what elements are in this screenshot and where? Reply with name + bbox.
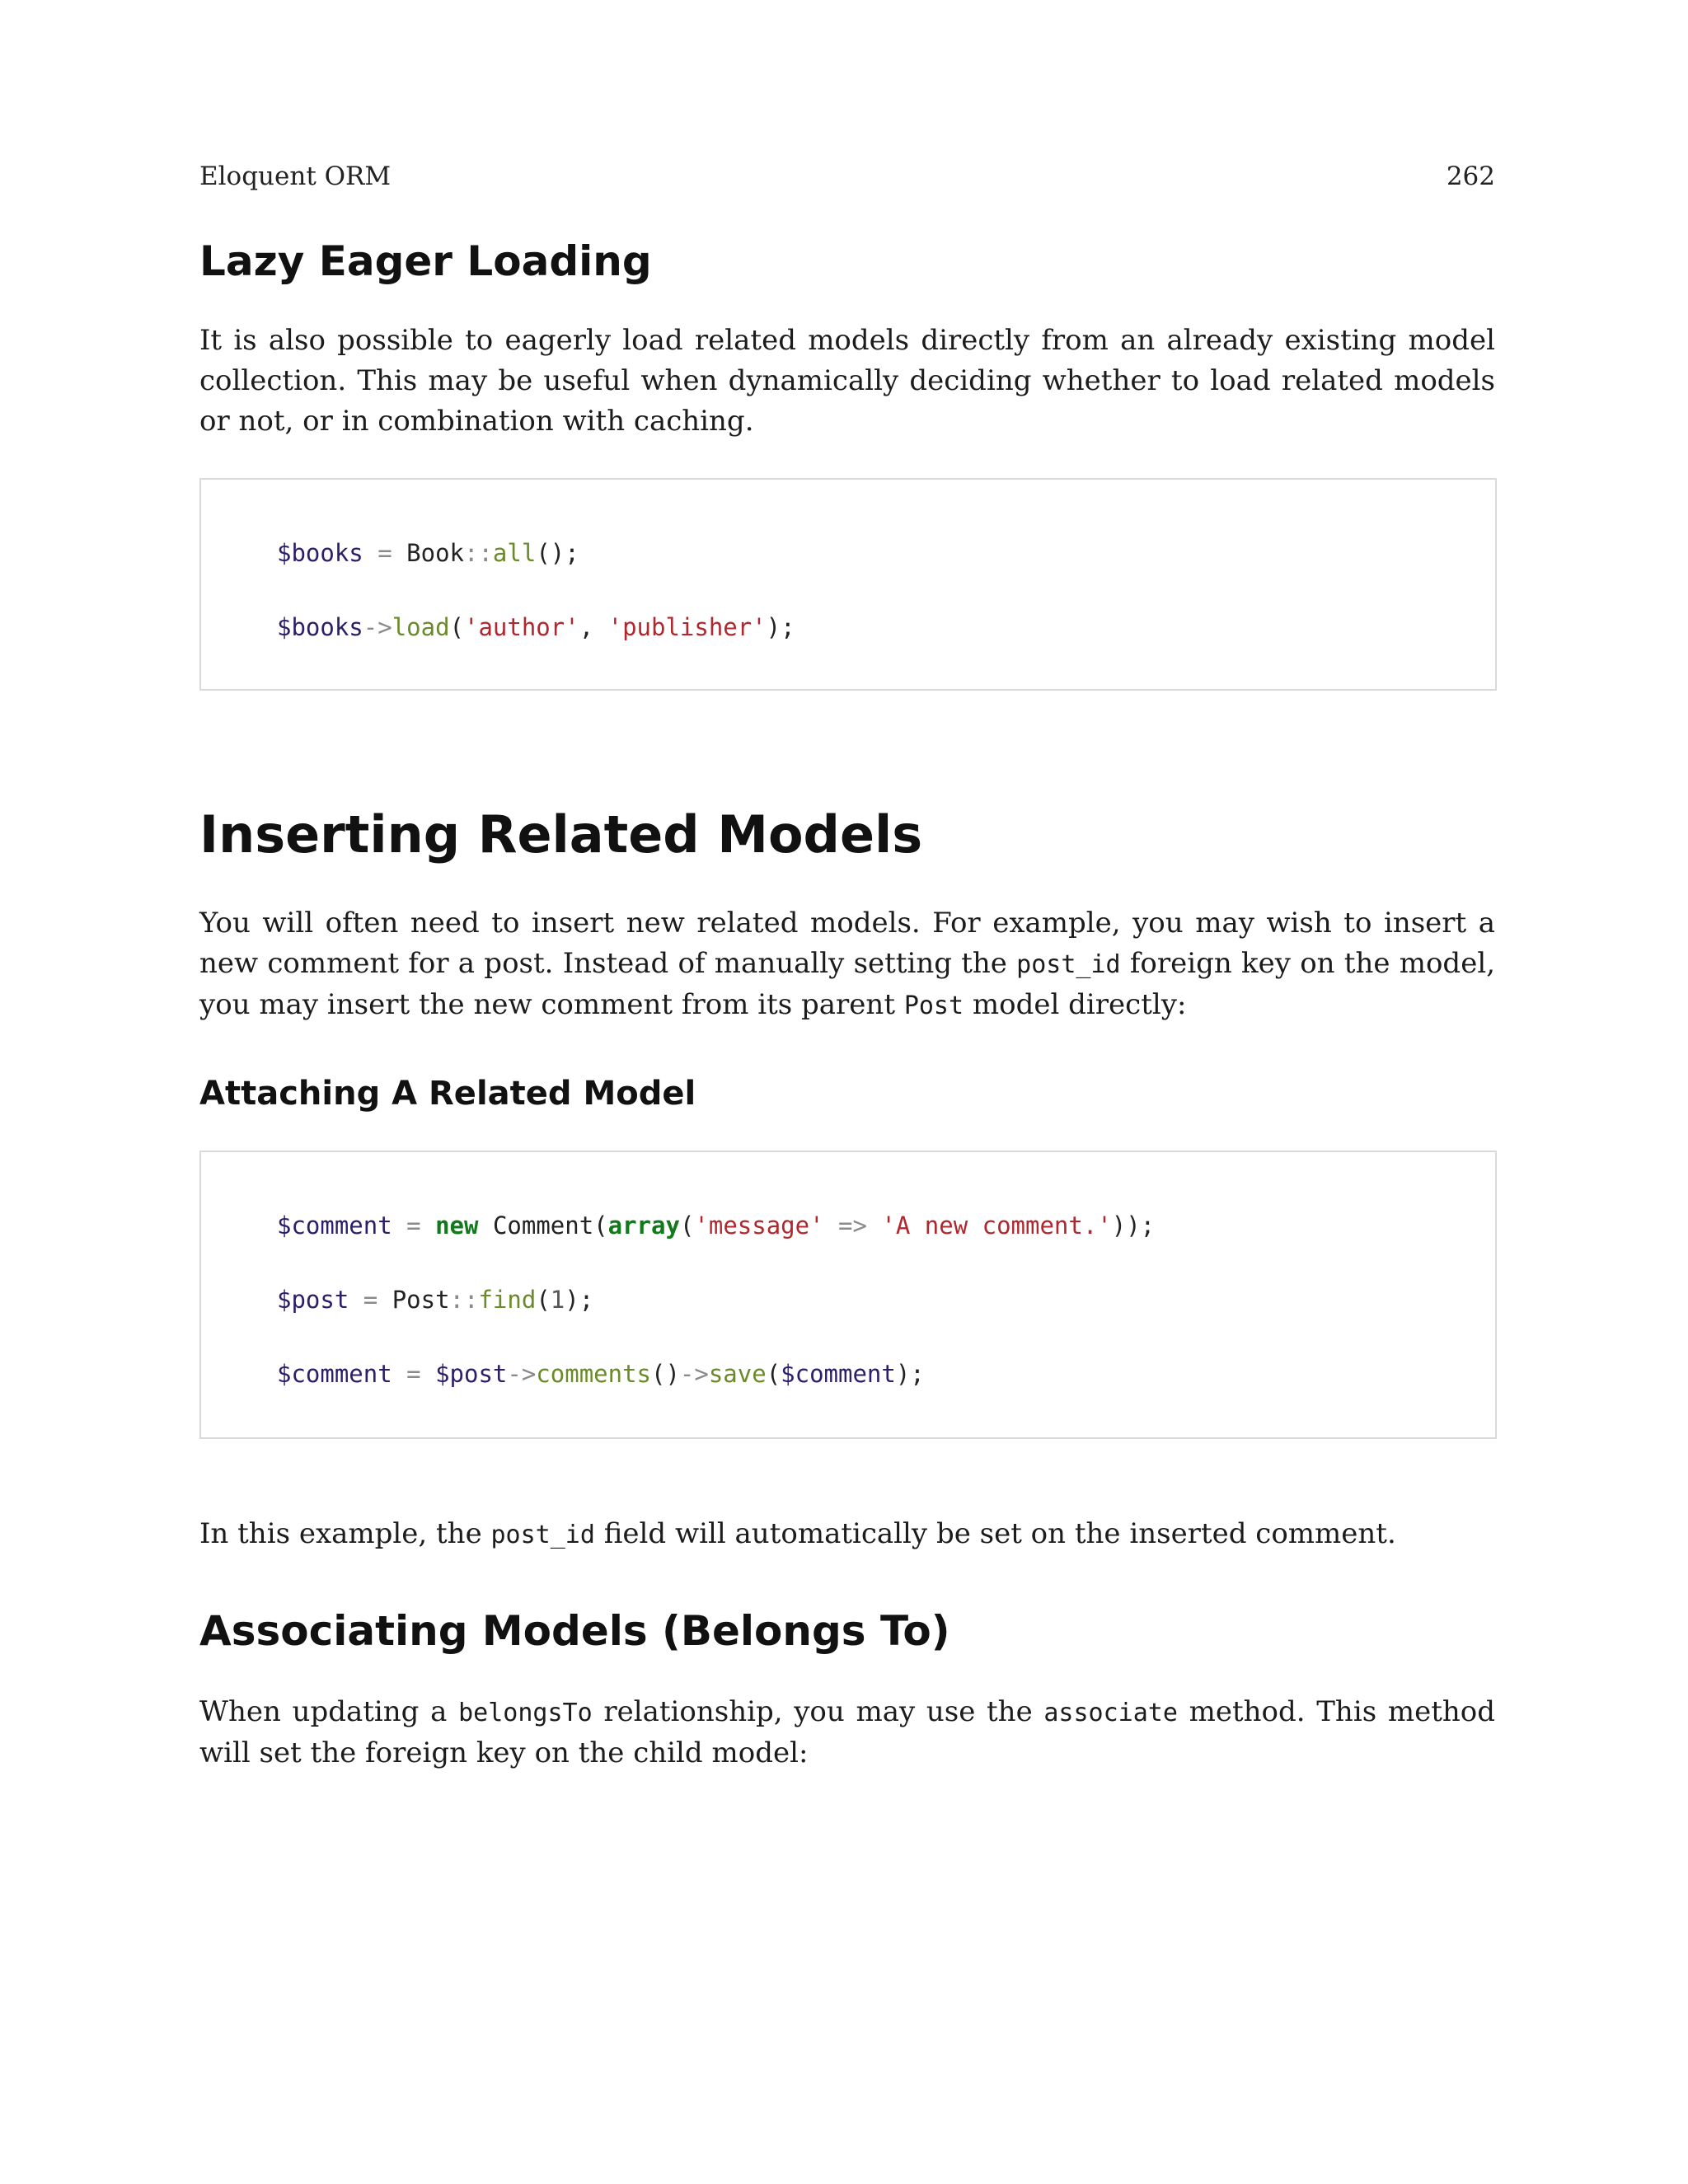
code-line — [277, 1212, 1155, 1240]
paragraph-line: It is also possible to eagerly load related models directly from an already existing model collection. — [199, 324, 1495, 397]
code-token: -> — [679, 1360, 709, 1388]
code-token: 'publisher' — [607, 613, 767, 641]
text-run: foreign key on the model, you may insert the new comment from its parent — [199, 947, 1495, 1021]
text-run: relationship, you may use the — [592, 1695, 1044, 1728]
paragraph-associating — [199, 1692, 1495, 1774]
heading-inserting-related-models: Inserting Related Models — [199, 804, 923, 865]
code-token: () — [651, 1360, 680, 1388]
paragraph-attach-note — [199, 1514, 1495, 1555]
code-token: $books — [277, 539, 363, 567]
code-token: -> — [363, 613, 392, 641]
code-token: new — [435, 1212, 479, 1240]
code-token: -> — [507, 1360, 537, 1388]
code-token: load — [392, 613, 450, 641]
code-block-attach — [199, 1151, 1497, 1439]
text-run: field will automatically be set on the inserted comment. — [594, 1517, 1396, 1550]
paragraph-line: combination with caching. — [377, 405, 754, 438]
chapter-title: Eloquent ORM — [199, 162, 392, 191]
code-line — [277, 1360, 925, 1388]
code-token: => — [823, 1212, 882, 1240]
text-run: In this example, the — [199, 1517, 491, 1550]
code-token: = — [363, 539, 407, 567]
code-token: (); — [536, 539, 579, 567]
code-token: 'author' — [464, 613, 579, 641]
page-number: 262 — [1446, 162, 1495, 191]
running-header — [199, 162, 1495, 191]
code-token: Book — [406, 539, 464, 567]
code-token: 'A new comment.' — [881, 1212, 1112, 1240]
code-token: $comment — [781, 1360, 896, 1388]
inline-code: associate — [1043, 1699, 1178, 1727]
code-line — [277, 539, 579, 567]
heading-attaching-related-model: Attaching A Related Model — [199, 1075, 696, 1113]
code-token: comments — [536, 1360, 651, 1388]
text-run: You will often need to insert new related models. For example, you may wish to insert a new comment for a post. Instead of manually setting the — [199, 907, 1495, 980]
code-token: , — [579, 613, 608, 641]
code-token: ( — [766, 1360, 781, 1388]
heading-associating-models: Associating Models (Belongs To) — [199, 1607, 950, 1655]
code-token: find — [478, 1286, 537, 1314]
code-token: :: — [449, 1286, 479, 1314]
code-token: ); — [766, 613, 795, 641]
code-token: ); — [565, 1286, 594, 1314]
code-line — [277, 1286, 593, 1314]
inline-code: post_id — [1016, 950, 1121, 979]
code-token: ( — [679, 1212, 695, 1240]
code-token: )); — [1111, 1212, 1156, 1240]
code-token — [478, 1212, 492, 1240]
paragraph-line: This may be useful when dynamically deciding whether to load related models or not, or in — [199, 364, 1496, 438]
code-token: $comment — [277, 1212, 392, 1240]
code-token: = — [392, 1212, 436, 1240]
code-token: = — [349, 1286, 392, 1314]
inline-code: post_id — [490, 1521, 595, 1549]
code-token: 'message' — [694, 1212, 824, 1240]
paragraph-inserting — [199, 903, 1495, 1026]
text-run: When updating a — [199, 1695, 459, 1728]
inline-code: belongsTo — [458, 1699, 593, 1727]
code-block-lazy-load — [199, 478, 1497, 691]
inline-code: Post — [903, 991, 964, 1020]
code-token: ( — [449, 613, 464, 641]
heading-lazy-eager-loading: Lazy Eager Loading — [199, 237, 652, 285]
text-run: model directly: — [964, 988, 1187, 1021]
code-token: ); — [895, 1360, 925, 1388]
code-token: all — [492, 539, 537, 567]
code-token: array — [607, 1212, 680, 1240]
code-token: :: — [464, 539, 493, 567]
code-line — [277, 613, 795, 641]
code-token: 1 — [550, 1286, 565, 1314]
code-token: Post — [392, 1286, 450, 1314]
code-token: = — [392, 1360, 436, 1388]
code-token: $post — [435, 1360, 508, 1388]
code-token: $post — [277, 1286, 349, 1314]
code-token: Comment( — [492, 1212, 608, 1240]
code-token: save — [708, 1360, 767, 1388]
code-token: ( — [536, 1286, 551, 1314]
paragraph-lazy-eager-loading — [199, 321, 1495, 442]
text-run: method. This method will set the foreign key on the child model: — [199, 1695, 1495, 1769]
code-token: $comment — [277, 1360, 392, 1388]
code-token: $books — [277, 613, 363, 641]
